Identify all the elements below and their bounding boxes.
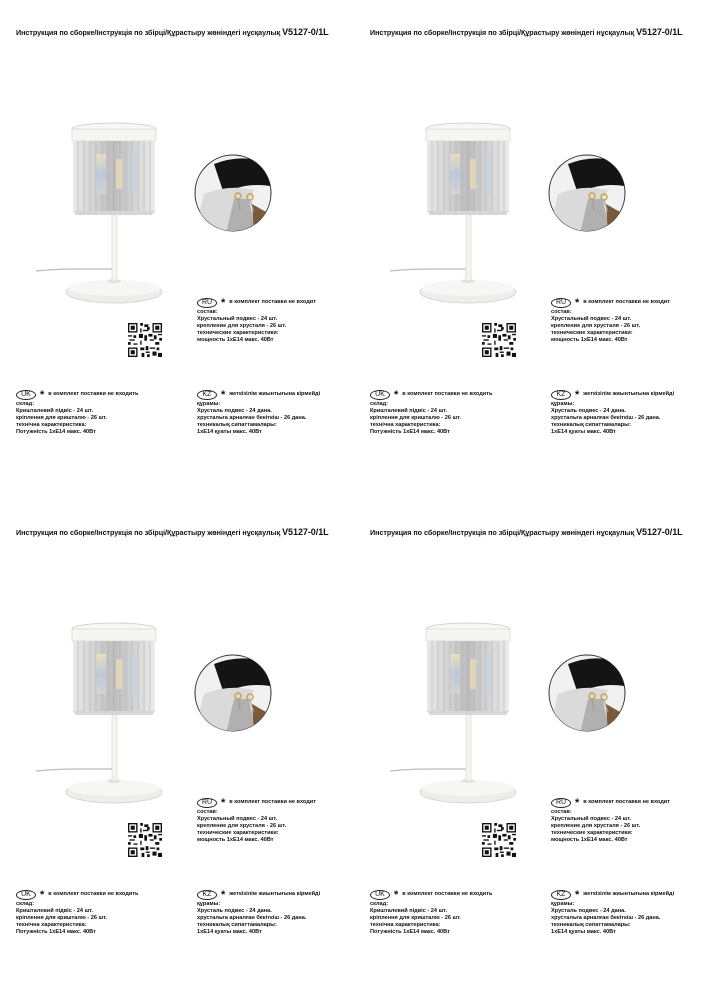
ru-note: в комплект поставки не входит xyxy=(229,799,316,806)
star-icon: * xyxy=(221,889,226,901)
uk-line: технічна характеристика: xyxy=(16,422,87,429)
uk-line: кріплення для кришталю - 26 шт. xyxy=(370,915,461,922)
ru-section xyxy=(551,798,707,844)
model-code: V5127-0/1L xyxy=(636,27,683,37)
qr-code xyxy=(128,323,162,357)
ru-line: крепление для хрусталя - 26 шт. xyxy=(197,323,287,330)
kz-section xyxy=(197,890,367,936)
model-code: V5127-0/1L xyxy=(282,527,329,537)
star-icon: * xyxy=(575,889,580,901)
ru-section xyxy=(197,798,357,844)
ru-line: крепление для хрусталя - 26 шт. xyxy=(551,823,641,830)
kz-line: құрамы: xyxy=(551,901,575,907)
uk-line: кріплення для кришталю - 26 шт. xyxy=(16,415,107,422)
uk-line: склад: xyxy=(16,901,35,907)
uk-line: Кришталевий підвіс - 24 шт. xyxy=(16,908,94,915)
ru-line: крепление для хрусталя - 26 шт. xyxy=(551,323,641,330)
ru-badge: RU xyxy=(551,798,571,808)
kz-line: хрустальға арналған бекіткіш - 26 дана. xyxy=(197,415,307,422)
kz-note: жеткізілім жиынтығына кірмейді xyxy=(583,891,675,898)
uk-line: кріплення для кришталю - 26 шт. xyxy=(16,915,107,922)
star-icon: * xyxy=(40,889,45,901)
star-icon: * xyxy=(575,389,580,401)
qr-code xyxy=(482,823,516,857)
uk-section xyxy=(16,390,186,436)
star-icon: * xyxy=(221,389,226,401)
ru-line: Хрустальный подвес - 24 шт. xyxy=(551,316,632,323)
uk-note: в комплект поставки не входить xyxy=(402,391,493,398)
instruction-panel xyxy=(16,527,356,1007)
ru-line: мощность 1хE14 макс. 40Вт xyxy=(551,337,628,344)
ru-line: мощность 1хE14 макс. 40Вт xyxy=(197,837,274,844)
ru-line: мощность 1хE14 макс. 40Вт xyxy=(551,837,628,844)
lamp-image xyxy=(36,599,186,809)
kz-line: хрустальға арналған бекіткіш - 26 дана. xyxy=(551,915,661,922)
kz-badge: KZ xyxy=(197,890,217,900)
panel-title: Инструкция по сборке/Інструкція по збірці/Құрастыру жөніндегі нұсқаулық V5127-0/1L xyxy=(16,527,329,537)
ru-note: в комплект поставки не входит xyxy=(229,299,316,306)
kz-line: 1хE14 қуаты макс. 40Вт xyxy=(197,429,262,436)
kz-section xyxy=(551,890,707,936)
uk-line: технічна характеристика: xyxy=(370,422,441,429)
kz-line: құрамы: xyxy=(551,401,575,407)
uk-note: в комплект поставки не входить xyxy=(48,891,139,898)
uk-line: склад: xyxy=(16,401,35,407)
panel-title: Инструкция по сборке/Інструкція по збірці/Құрастыру жөніндегі нұсқаулық V5127-0/1L xyxy=(16,27,329,37)
kz-line: хрустальға арналған бекіткіш - 26 дана. xyxy=(551,415,661,422)
kz-line: техникалық сипаттамалары: xyxy=(197,922,277,929)
uk-line: технічна характеристика: xyxy=(16,922,87,929)
ru-line: состав: xyxy=(197,809,218,815)
ru-badge: RU xyxy=(197,798,217,808)
ru-section xyxy=(197,298,357,344)
ru-note: в комплект поставки не входит xyxy=(583,799,670,806)
uk-line: технічна характеристика: xyxy=(370,922,441,929)
ru-line: технические характеристики: xyxy=(551,830,633,837)
kz-section xyxy=(197,390,367,436)
kz-section xyxy=(551,390,707,436)
star-icon: * xyxy=(575,797,580,809)
kz-line: 1хE14 қуаты макс. 40Вт xyxy=(197,929,262,936)
kz-line: хрустальға арналған бекіткіш - 26 дана. xyxy=(197,915,307,922)
crystal-mount-detail-image xyxy=(194,654,272,732)
uk-note: в комплект поставки не входить xyxy=(48,391,139,398)
ru-badge: RU xyxy=(197,298,217,308)
kz-line: техникалық сипаттамалары: xyxy=(551,422,631,429)
lamp-image xyxy=(36,99,186,309)
ru-line: состав: xyxy=(197,309,218,315)
panel-title: Инструкция по сборке/Інструкція по збірці/Құрастыру жөніндегі нұсқаулық V5127-0/1L xyxy=(370,527,683,537)
crystal-mount-detail-image xyxy=(548,654,626,732)
ru-line: Хрустальный подвес - 24 шт. xyxy=(197,316,278,323)
star-icon: * xyxy=(221,297,226,309)
uk-badge: UK xyxy=(370,390,390,400)
ru-badge: RU xyxy=(551,298,571,308)
uk-line: Кришталевий підвіс - 24 шт. xyxy=(370,408,448,415)
uk-badge: UK xyxy=(16,390,36,400)
star-icon: * xyxy=(221,797,226,809)
star-icon: * xyxy=(575,297,580,309)
ru-line: технические характеристики: xyxy=(197,330,279,337)
kz-line: техникалық сипаттамалары: xyxy=(551,922,631,929)
instruction-panel xyxy=(370,27,707,507)
ru-line: состав: xyxy=(551,309,572,315)
ru-note: в комплект поставки не входит xyxy=(583,299,670,306)
ru-line: Хрустальный подвес - 24 шт. xyxy=(551,816,632,823)
lamp-image xyxy=(390,99,540,309)
ru-line: состав: xyxy=(551,809,572,815)
ru-line: технические характеристики: xyxy=(197,830,279,837)
kz-note: жеткізілім жиынтығына кірмейді xyxy=(583,391,675,398)
lamp-image xyxy=(390,599,540,809)
uk-line: Потужність 1хE14 макс. 40Вт xyxy=(370,429,450,436)
uk-line: Кришталевий підвіс - 24 шт. xyxy=(370,908,448,915)
instruction-panel xyxy=(16,27,356,507)
star-icon: * xyxy=(40,389,45,401)
kz-line: Хрусталь подвес - 24 дана. xyxy=(197,908,272,915)
kz-line: құрамы: xyxy=(197,401,221,407)
kz-badge: KZ xyxy=(197,390,217,400)
kz-note: жеткізілім жиынтығына кірмейді xyxy=(229,391,321,398)
uk-line: склад: xyxy=(370,901,389,907)
kz-line: Хрусталь подвес - 24 дана. xyxy=(197,408,272,415)
ru-line: мощность 1хE14 макс. 40Вт xyxy=(197,337,274,344)
uk-note: в комплект поставки не входить xyxy=(402,891,493,898)
panel-title: Инструкция по сборке/Інструкція по збірці/Құрастыру жөніндегі нұсқаулық V5127-0/1L xyxy=(370,27,683,37)
star-icon: * xyxy=(394,889,399,901)
uk-line: Потужність 1хE14 макс. 40Вт xyxy=(16,429,96,436)
kz-note: жеткізілім жиынтығына кірмейді xyxy=(229,891,321,898)
uk-badge: UK xyxy=(16,890,36,900)
qr-code xyxy=(482,323,516,357)
kz-badge: KZ xyxy=(551,890,571,900)
uk-line: склад: xyxy=(370,401,389,407)
ru-line: технические характеристики: xyxy=(551,330,633,337)
kz-line: Хрусталь подвес - 24 дана. xyxy=(551,408,626,415)
uk-line: Потужність 1хE14 макс. 40Вт xyxy=(16,929,96,936)
qr-code xyxy=(128,823,162,857)
star-icon: * xyxy=(394,389,399,401)
uk-line: Потужність 1хE14 макс. 40Вт xyxy=(370,929,450,936)
kz-line: Хрусталь подвес - 24 дана. xyxy=(551,908,626,915)
uk-section xyxy=(16,890,186,936)
instruction-panel xyxy=(370,527,707,1007)
model-code: V5127-0/1L xyxy=(282,27,329,37)
kz-line: 1хE14 қуаты макс. 40Вт xyxy=(551,929,616,936)
kz-line: құрамы: xyxy=(197,901,221,907)
ru-line: крепление для хрусталя - 26 шт. xyxy=(197,823,287,830)
uk-section xyxy=(370,890,540,936)
kz-badge: KZ xyxy=(551,390,571,400)
model-code: V5127-0/1L xyxy=(636,527,683,537)
ru-line: Хрустальный подвес - 24 шт. xyxy=(197,816,278,823)
crystal-mount-detail-image xyxy=(548,154,626,232)
uk-line: кріплення для кришталю - 26 шт. xyxy=(370,415,461,422)
ru-section xyxy=(551,298,707,344)
kz-line: техникалық сипаттамалары: xyxy=(197,422,277,429)
crystal-mount-detail-image xyxy=(194,154,272,232)
uk-badge: UK xyxy=(370,890,390,900)
kz-line: 1хE14 қуаты макс. 40Вт xyxy=(551,429,616,436)
uk-section xyxy=(370,390,540,436)
uk-line: Кришталевий підвіс - 24 шт. xyxy=(16,408,94,415)
